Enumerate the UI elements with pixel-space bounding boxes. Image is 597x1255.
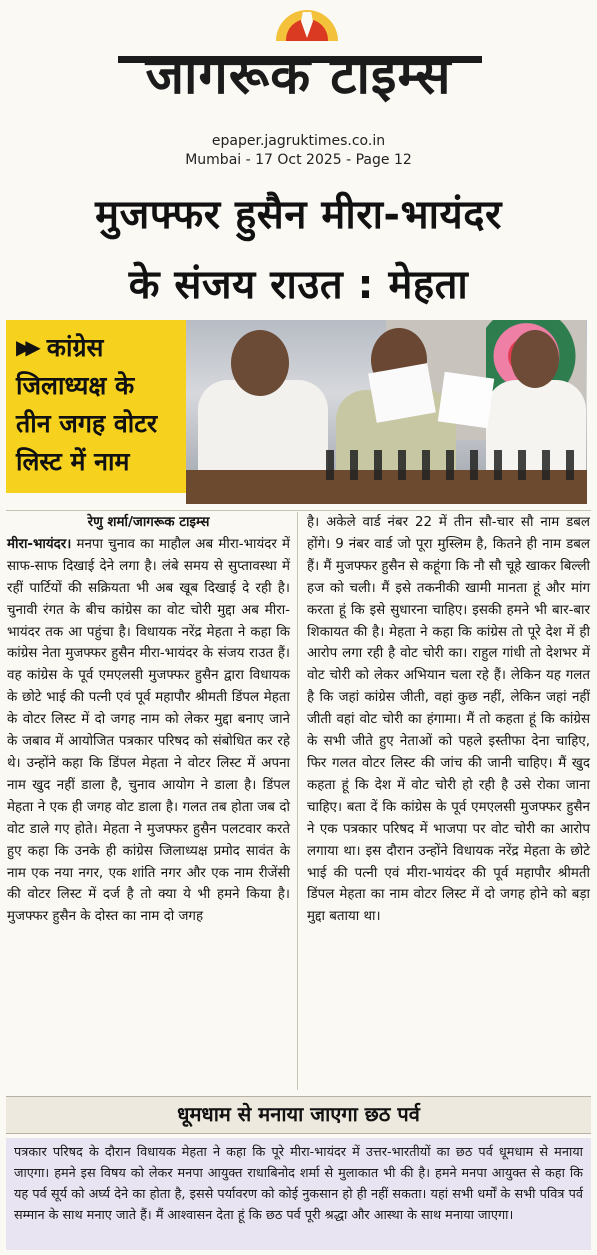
microphones <box>326 450 586 480</box>
document-held <box>368 363 436 423</box>
sidebar-box <box>6 1138 591 1250</box>
double-arrow-icon: ▶▶ <box>16 335 35 359</box>
byline: रेणु शर्मा/जागरूक टाइम्स <box>87 515 210 530</box>
article-dateline: मीरा-भायंदर। <box>7 536 72 552</box>
kicker-line: जिलाध्यक्ष के <box>16 371 135 400</box>
article-headline <box>6 180 591 320</box>
headline-line-2: के संजय राउत : मेहता <box>128 262 469 308</box>
column-divider <box>297 512 298 1090</box>
kicker-line: लिस्ट में नाम <box>16 447 130 476</box>
newspaper-logo[interactable]: जागरूक टाइम्स <box>145 46 452 106</box>
divider <box>6 510 591 511</box>
article-column-right <box>307 512 590 928</box>
kicker-box <box>6 320 186 493</box>
sidebar-text: पत्रकार परिषद के दौरान विधायक मेहता ने कहा कि पूरे मीरा-भायंदर में उत्तर-भारतीयों का छठ पर्व धूमधाम से मनाया जाएगा। हमने इस विषय को लेकर मनपा आयुक्त राधाबिनोद शर्मा से मुलाकात भी की है। हमने मनपा आयुक्त से कहा कि यह पर्व सूर्य को अर्घ्य देने का होता है, इससे पर्यावरण को कोई नुकसान हो ही नहीं सकता। यहां सभी धर्मों के सभी पवित्र पर्व सम्मान के साथ मनाए जाते हैं। मैं आश्वासन देता हूं कि छठ पर्व पूरी श्रद्धा और आस्था के साथ मनाया जाएगा। <box>14 1145 583 1223</box>
article-column-left <box>7 512 290 928</box>
epaper-url[interactable]: epaper.jagruktimes.co.in <box>211 133 386 149</box>
sub-headline: धूमधाम से मनाया जाएगा छठ पर्व <box>177 1102 420 1126</box>
article-paragraph: मीरा-भायंदर। मनपा चुनाव का माहौल अब मीरा-भायंदर में साफ-साफ दिखाई देने लगा है। लंबे समय से सुप्तावस्था में रहीं पार्टियों की सक्रियता भी अब खूब दिखाई दे रही है। चुनावी रंगत के बीच कांग्रेस का वोट चोरी मुद्दा अब मीरा-भायंदर तक आ पहुंचा है। विधायक नरेंद्र मेहता ने कहा कि कांग्रेस नेता मुजफ्फर हुसैन मीरा-भायंदर के संजय राउत हैं। वह कांग्रेस के पूर्व एमएलसी मुजफ्फर हुसैन द्वारा विधायक के छोटे भाई की पत्नी एवं पूर्व महापौर श्रीमती डिंपल मेहता के वोटर लिस्ट में दो जगह नाम को लेकर मुद्दा बनाए जाने के जबाव में आयोजित पत्रकार परिषद को संबोधित कर रहे थे। उन्होंने कहा कि डिंपल मेहता ने वोटर लिस्ट में अपना नाम खुद नहीं डाला है, चुनाव आयोग ने डाला है। डिंपल मेहता ने एक ही जगह वोट डाला है। गलत तब होता जब दो वोट डाले गए होते। मेहता ने मुजफ्फर हुसैन पलटवार करते हुए कहा कि उनके ही कांग्रेस जिलाध्यक्ष प्रमोद सावंत के नाम एक नया नगर, एक शांति नगर और एक नाम रीजेंसी की वोटर लिस्ट में दर्ज है तो क्या ये भी हमने किया है। मुजफ्फर हुसैन के दोस्त का नाम दो जगह <box>7 536 290 925</box>
masthead <box>0 0 597 130</box>
edition-dateline: Mumbai - 17 Oct 2025 - Page 12 <box>185 152 412 168</box>
kicker-line: तीन जगह वोटर <box>16 409 158 438</box>
headline-line-1: मुजफ्फर हुसैन मीरा-भायंदर <box>95 192 502 238</box>
press-conference-photo <box>186 320 587 504</box>
article-paragraph: है। अकेले वार्ड नंबर 22 में तीन सौ-चार सौ नाम डबल होंगे। 9 नंबर वार्ड जो पूरा मुस्लिम है, कितने ही नाम डबल हैं। मैं मुजफ्फर हुसैन से कहूंगा कि नौ सौ चूहे खाकर बिल्ली हज को चली। मैं इसे तकनीकी खामी मानता हूं और मांग करता हूं कि इसे सुधारना चाहिए। इसकी हमने भी बार-बार शिकायत की है। मेहता ने कहा कि कांग्रेस तो पूरे देश में ही आरोप लगा रही है वोट चोरी का। राहुल गांधी तो देशभर में वोट चोरी को लेकर अभियान चला रहे हैं। लेकिन यह गलत है कि जहां कांग्रेस जीती, वहां कुछ नहीं, लेकिन जहां नहीं जीती वहां वोट चोरी का हंगामा। मैं तो कहता हूं कि कांग्रेस के सभी जीते हुए नेताओं को पहले इस्तीफा देना चाहिए, फिर गलत वोटर लिस्ट की जांच की जानी चाहिए। मैं खुद कहता हूं कि देश में वोट चोरी हो रही है उसे रोका जाना चाहिए। बता दें कि कांग्रेस के पूर्व एमएलसी मुजफ्फर हुसैन ने एक पत्रकार परिषद में भाजपा पर वोट चोरी का आरोप लगाया था। इस दौरान उन्होंने विधायक नरेंद्र मेहता के छोटे भाई की पत्नी एवं मीरा-भायंदर की पूर्व महापौर श्रीमती डिंपल मेहता का नाम वोटर लिस्ट में दो जगह होने को बड़ा मुद्दा बताया था। <box>307 515 590 925</box>
kicker-line: ▶▶ कांग्रेस <box>16 328 178 367</box>
